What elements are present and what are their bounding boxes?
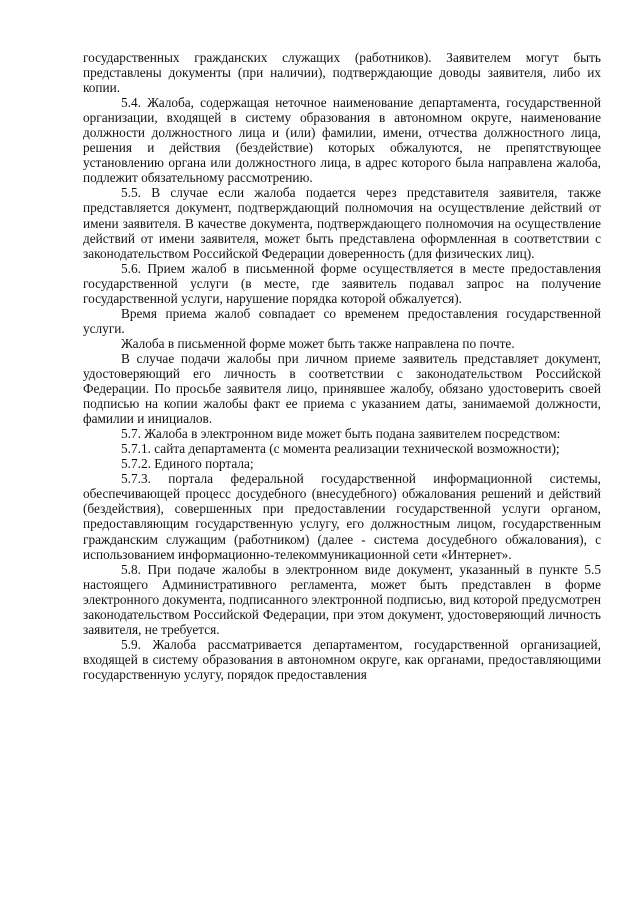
- paragraph-5-7-1: 5.7.1. сайта департамента (с момента реализации технической возможности);: [121, 441, 560, 457]
- paragraph-personal-reception: В случае подачи жалобы при личном приеме заявитель представляет документ, удостоверяющий его личность в соответствии с законодательством Российской Федерации. По просьбе заявителя лицо, принявшее жалобу, обязано удостоверить своей подписью на копии жалобы факт ее приема с указанием даты, занимаемой должности, фамилии и инициалов.: [83, 350, 601, 427]
- paragraph-5-9: 5.9. Жалоба рассматривается департаментом, государственной организацией, входящей в систему образования в автономном округе, как органами, предоставляющими государственную услугу, порядок предоставления: [83, 636, 601, 682]
- paragraph-by-mail: Жалоба в письменной форме может быть также направлена по почте.: [121, 335, 515, 351]
- paragraph-5-7-2: 5.7.2. Единого портала;: [121, 456, 254, 472]
- paragraph-reception-time: Время приема жалоб совпадает со временем предоставления государственной услуги.: [83, 305, 601, 336]
- paragraph-5-7: 5.7. Жалоба в электронном виде может быть подана заявителем посредством:: [121, 426, 561, 442]
- paragraph-5-5: 5.5. В случае если жалоба подается через представителя заявителя, также представляется документ, подтверждающий полномочия на осуществление действий от имени заявителя. В качестве документа, подтверждающего полномочия на осуществление действий от имени заявителя, может быть представлена оформленная в соответствии с законодательством Российской Федерации доверенность (для физических лиц).: [83, 185, 601, 261]
- paragraph-5-6: 5.6. Прием жалоб в письменной форме осуществляется в месте предоставления государственной услуги (в месте, где заявитель подавал запрос на получение государственной услуги, нарушение порядка которой обжалуется).: [83, 260, 601, 306]
- paragraph-5-7-3: 5.7.3. портала федеральной государственной информационной системы, обеспечивающей процесс досудебного (внесудебного) обжалования решений и действий (бездействия), совершенных при предоставлении государственной услуги органом, предоставляющим государственную услугу, его должностным лицом, государственным гражданским служащим (работником) (далее - система досудебного обжалования), с использованием информационно-телекоммуникационной сети «Интернет».: [83, 471, 601, 562]
- paragraph-continuation: государственных гражданских служащих (работников). Заявителем могут быть представлены документы (при наличии), подтверждающие доводы заявителя, либо их копии.: [83, 50, 601, 96]
- paragraph-5-4: 5.4. Жалоба, содержащая неточное наименование департамента, государственной организации, входящей в систему образования в автономном округе, наименование должности должностного лица и (или) фамилии, имени, отчества должностного лица, решения и действия (бездействие) которых обжалуются, не препятствующее установлению органа или должностного лица, в адрес которого была направлена жалоба, подлежит обязательному рассмотрению.: [83, 95, 601, 186]
- document-page: [83, 50, 601, 682]
- paragraph-5-8: 5.8. При подаче жалобы в электронном виде документ, указанный в пункте 5.5 настоящего Административного регламента, может быть представлен в форме электронного документа, подписанного электронной подписью, вид которой предусмотрен законодательством Российской Федерации, при этом документ, удостоверяющий личность заявителя, не требуется.: [83, 561, 601, 637]
